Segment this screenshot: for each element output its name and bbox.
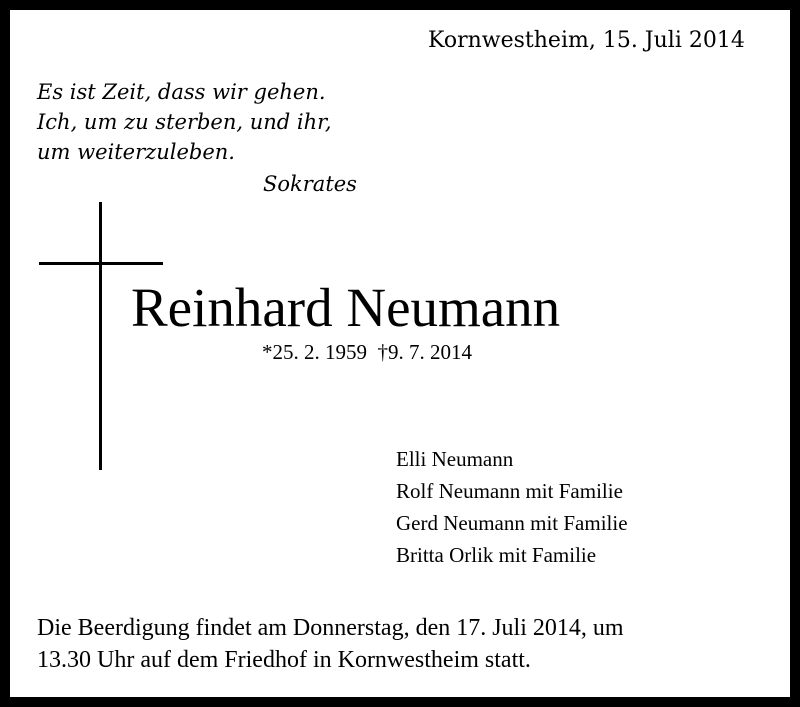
life-dates [262,340,472,365]
mourner: Gerd Neumann mit Familie [396,511,628,535]
quote [37,77,332,167]
quote-line: um weiterzuleben. [37,140,235,164]
cross-vertical [99,202,102,470]
funeral-info [37,612,624,676]
funeral-line: 13.30 Uhr auf dem Friedhof in Kornwestheim statt. [37,647,531,673]
mourner: Britta Orlik mit Familie [396,543,597,567]
quote-line: Es ist Zeit, dass wir gehen. [37,80,326,104]
cross-horizontal [39,262,163,265]
deceased-name: Reinhard Neumann [131,277,561,338]
birth-date: *25. 2. 1959 [262,340,367,364]
place-date: Kornwestheim, 15. Juli 2014 [428,28,745,53]
mourner: Rolf Neumann mit Familie [396,479,623,503]
death-date: †9. 7. 2014 [377,340,472,364]
mourners-list [396,443,628,571]
quote-line: Ich, um zu sterben, und ihr, [37,110,332,134]
mourner: Elli Neumann [396,447,514,471]
funeral-line: Die Beerdigung findet am Donnerstag, den 17. Juli 2014, um [37,615,624,641]
quote-author: Sokrates [263,172,357,196]
